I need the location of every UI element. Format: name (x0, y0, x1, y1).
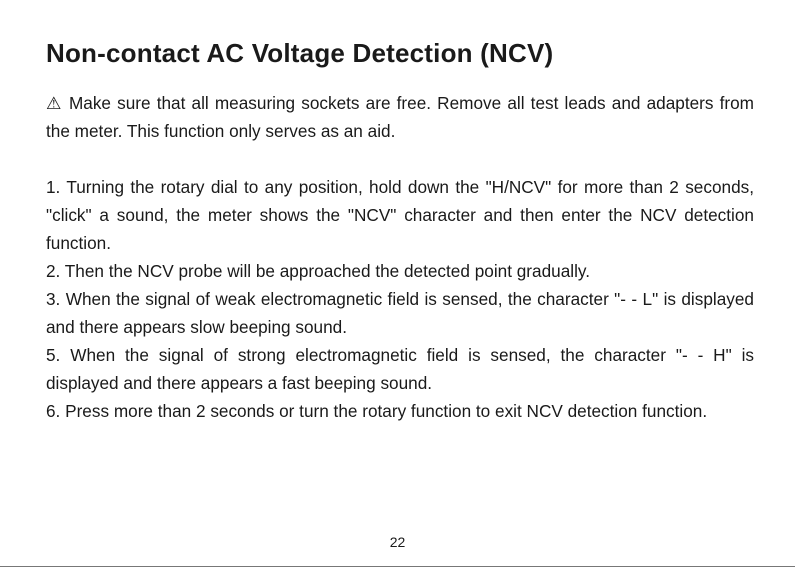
step-item: 6. Press more than 2 seconds or turn the rotary function to exit NCV detection function. (46, 401, 708, 421)
page-title: Non-contact AC Voltage Detection (NCV) (46, 38, 554, 68)
warning-triangle-icon: ⚠ (46, 93, 63, 113)
steps-list (46, 173, 754, 425)
step-item: 1. Turning the rotary dial to any position, hold down the "H/NCV" for more than 2 seconds, "click" a sound, the meter shows the "NCV" character and then enter the NCV detection function. (46, 177, 754, 253)
bottom-divider (0, 566, 795, 567)
step-item: 3. When the signal of weak electromagnetic field is sensed, the character "- - L" is displayed and there appears slow beeping sound. (46, 289, 754, 337)
body-text (46, 89, 754, 425)
warning-paragraph (46, 89, 754, 145)
step-item: 2. Then the NCV probe will be approached the detected point gradually. (46, 261, 590, 281)
page-number: 22 (389, 534, 406, 550)
warning-text: Make sure that all measuring sockets are free. Remove all test leads and adapters from the meter. This function only serves as an aid. (46, 93, 754, 141)
paragraph-spacer (46, 145, 754, 173)
step-item: 5. When the signal of strong electromagnetic field is sensed, the character "- - H" is displayed and there appears a fast beeping sound. (46, 345, 754, 393)
